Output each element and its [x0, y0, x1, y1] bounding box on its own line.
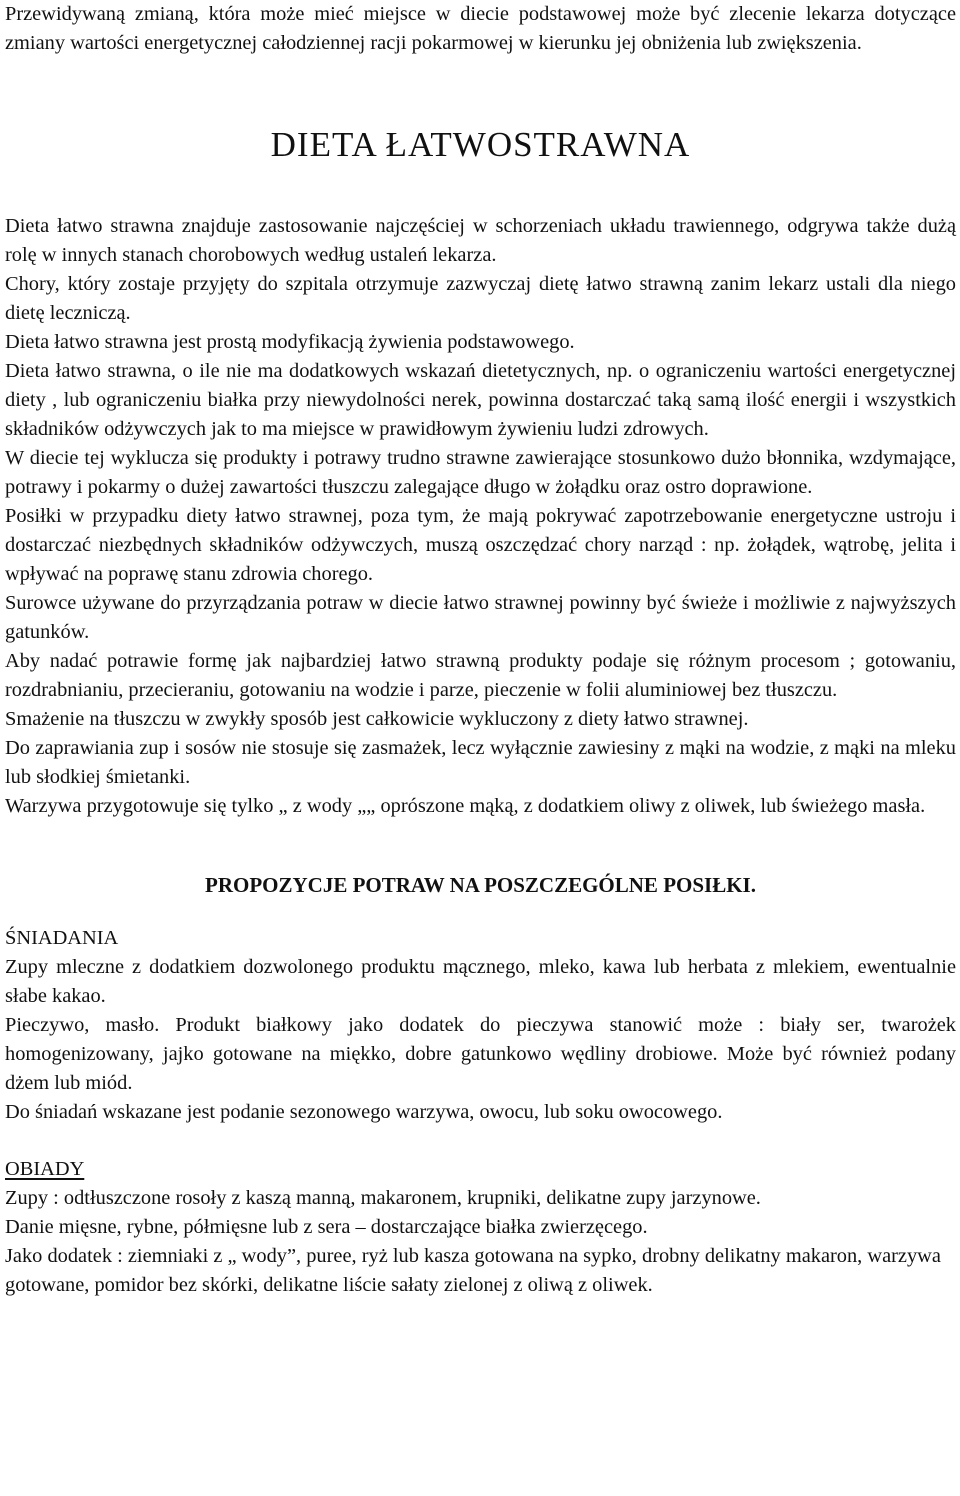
- paragraph: Dieta łatwo strawna, o ile nie ma dodatkowych wskazań dietetycznych, np. o ograniczeniu wartości energetycznej diety , lub ograniczeniu białka przy niewydolności nerek, powinna dostarczać taką samą ilość energii i wszystkich składników odżywczych jak to ma miejsce w prawidłowym żywieniu ludzi zdrowych.: [5, 360, 956, 440]
- document-page: [5, 0, 956, 1300]
- lunch-line: Zupy : odtłuszczone rosoły z kaszą manną, makaronem, krupniki, delikatne zupy jarzynowe.: [5, 1187, 761, 1209]
- paragraph: Do zaprawiania zup i sosów nie stosuje się zasmażek, lecz wyłącznie zawiesiny z mąki na wodzie, z mąki na mleku lub słodkiej śmietanki.: [5, 737, 956, 788]
- paragraph: Warzywa przygotowuje się tylko „ z wody „„ oprószone mąką, z dodatkiem oliwy z oliwek, lub świeżego masła.: [5, 795, 926, 817]
- paragraph: Dieta łatwo strawna znajduje zastosowanie najczęściej w schorzeniach układu trawiennego, odgrywa także dużą rolę w innych stanach chorobowych według ustaleń lekarza.: [5, 215, 956, 266]
- paragraph: Surowce używane do przyrządzania potraw w diecie łatwo strawnej powinny być świeże i możliwie z najwyższych gatunków.: [5, 592, 956, 643]
- page-title: DIETA ŁATWOSTRAWNA: [270, 125, 691, 164]
- breakfast-line: Zupy mleczne z dodatkiem dozwolonego produktu mącznego, mleko, kawa lub herbata z mlekiem, ewentualnie słabe kakao.: [5, 956, 956, 1007]
- breakfast-heading: ŚNIADANIA: [5, 927, 119, 949]
- paragraph: Chory, który zostaje przyjęty do szpitala otrzymuje zazwyczaj dietę łatwo strawną zanim lekarz ustali dla niego dietę leczniczą.: [5, 273, 956, 324]
- breakfast-line: Pieczywo, masło. Produkt białkowy jako dodatek do pieczywa stanowić może : biały ser, twarożek homogenizowany, jajko gotowane na miękko, dobre gatunkowo wędliny drobiowe. Może być również podany dżem lub miód.: [5, 1014, 956, 1094]
- paragraph: W diecie tej wyklucza się produkty i potrawy trudno strawne zawierające stosunkowo dużo błonnika, wzdymające, potrawy i pokarmy o dużej zawartości tłuszczu zalegające długo w żołądku oraz ostro doprawione.: [5, 447, 956, 498]
- paragraph: Smażenie na tłuszczu w zwykły sposób jest całkowicie wykluczony z diety łatwo strawnej.: [5, 708, 749, 730]
- paragraph: Posiłki w przypadku diety łatwo strawnej, poza tym, że mają pokrywać zapotrzebowanie energetyczne ustroju i dostarczać niezbędnych składników odżywczych, muszą oszczędzać chory narząd : np. żołądek, wątrobę, jelita i wpływać na poprawę stanu zdrowia chorego.: [5, 505, 956, 585]
- paragraph: Dieta łatwo strawna jest prostą modyfikacją żywienia podstawowego.: [5, 331, 575, 353]
- section-subtitle: PROPOZYCJE POTRAW NA POSZCZEGÓLNE POSIŁKI.: [205, 873, 756, 897]
- intro-paragraph: Przewidywaną zmianą, która może mieć miejsce w diecie podstawowej może być zlecenie lekarza dotyczące zmiany wartości energetycznej całodziennej racji pokarmowej w kierunku jej obniżenia lub zwiększenia.: [5, 3, 956, 54]
- breakfast-line: Do śniadań wskazane jest podanie sezonowego warzywa, owocu, lub soku owocowego.: [5, 1101, 723, 1123]
- paragraph: Aby nadać potrawie formę jak najbardziej łatwo strawną produkty podaje się różnym procesom ; gotowaniu, rozdrabnianiu, przecieraniu, gotowaniu na wodzie i parze, pieczenie w folii aluminiowej bez tłuszczu.: [5, 650, 956, 701]
- lunch-line: Jako dodatek : ziemniaki z „ wody”, puree, ryż lub kasza gotowana na sypko, drobny delikatny makaron, warzywa gotowane, pomidor bez skórki, delikatne liście sałaty zielonej z oliwą z oliwek.: [5, 1245, 941, 1296]
- lunch-line: Danie mięsne, rybne, półmięsne lub z sera – dostarczające białka zwierzęcego.: [5, 1216, 648, 1238]
- section-gap: [5, 1127, 956, 1155]
- lunch-heading: OBIADY: [5, 1158, 85, 1180]
